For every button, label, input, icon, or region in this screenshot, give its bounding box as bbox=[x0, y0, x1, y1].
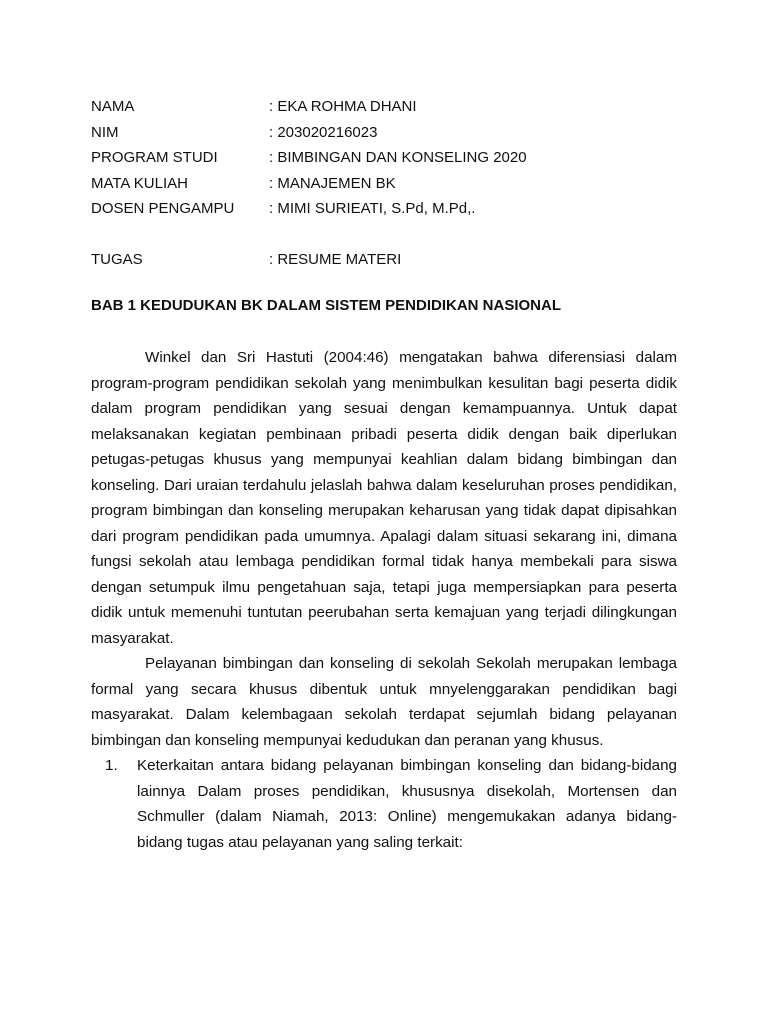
info-value: : MIMI SURIEATI, S.Pd, M.Pd,. bbox=[269, 200, 476, 217]
info-value: : 203020216023 bbox=[269, 123, 378, 141]
list-item-text: Keterkaitan antara bidang pelayanan bimbingan konseling dan bidang-bidang lainnya Dalam proses pendidikan, khususnya disekolah, Mortensen dan Schmuller (dalam Niamah, 2013: Online) mengemukakan adanya bidang-bidang tugas atau pelayanan yang saling terkait: bbox=[137, 757, 677, 851]
student-info-block bbox=[91, 94, 691, 273]
info-label: TUGAS bbox=[91, 251, 143, 268]
info-row-nim bbox=[91, 120, 691, 146]
numbered-list bbox=[91, 753, 677, 855]
body-text bbox=[91, 345, 677, 855]
info-value: : RESUME MATERI bbox=[269, 251, 402, 268]
paragraph: Winkel dan Sri Hastuti (2004:46) mengatakan bahwa diferensiasi dalam program-program pendidikan sekolah yang menimbulkan kesulitan bagi peserta didik dalam program pendidikan yang sesuai dengan kemampuannya. Untuk dapat melaksanakan kegiatan pembinaan pribadi peserta didik dengan baik diperlukan petugas-petugas khusus yang mempunyai keahlian dalam bidang bimbingan dan konseling. Dari uraian terdahulu jelaslah bahwa dalam keseluruhan proses pendidikan, program bimbingan dan konseling merupakan keharusan yang tidak dapat dipisahkan dari program pendidikan pada umumnya. Apalagi dalam situasi sekarang ini, dimana fungsi sekolah atau lembaga pendidikan formal tidak hanya membekali para siswa dengan setumpuk ilmu pengetahuan saja, tetapi juga mempersiapkan para peserta didik untuk memenuhi tuntutan peerubahan serta kemajuan yang terjadi dilingkungan masyarakat. bbox=[91, 349, 677, 647]
paragraph: Pelayanan bimbingan dan konseling di sekolah Sekolah merupakan lembaga formal yang secara khusus dibentuk untuk mnyelenggarakan pendidikan bagi masyarakat. Dalam kelembagaan sekolah terdapat sejumlah bidang pelayanan bimbingan dan konseling mempunyai kedudukan dan peranan yang khusus. bbox=[91, 655, 677, 749]
list-item bbox=[91, 753, 677, 855]
info-label: MATA KULIAH bbox=[91, 174, 188, 192]
info-label: NIM bbox=[91, 123, 119, 141]
info-row-program bbox=[91, 145, 691, 171]
spacer bbox=[91, 222, 691, 248]
info-label: NAMA bbox=[91, 98, 135, 115]
info-value: : MANAJEMEN BK bbox=[269, 174, 396, 192]
info-label: DOSEN PENGAMPU bbox=[91, 200, 235, 217]
info-label: PROGRAM STUDI bbox=[91, 149, 218, 166]
info-value: : EKA ROHMA DHANI bbox=[269, 98, 417, 115]
chapter-title: BAB 1 KEDUDUKAN BK DALAM SISTEM PENDIDIKAN NASIONAL bbox=[91, 297, 562, 314]
info-row-task bbox=[91, 247, 691, 273]
info-row-lecturer bbox=[91, 196, 691, 222]
info-row-course bbox=[91, 171, 691, 197]
list-number: 1. bbox=[105, 757, 118, 774]
info-row-name bbox=[91, 94, 691, 120]
info-value: : BIMBINGAN DAN KONSELING 2020 bbox=[269, 149, 527, 166]
